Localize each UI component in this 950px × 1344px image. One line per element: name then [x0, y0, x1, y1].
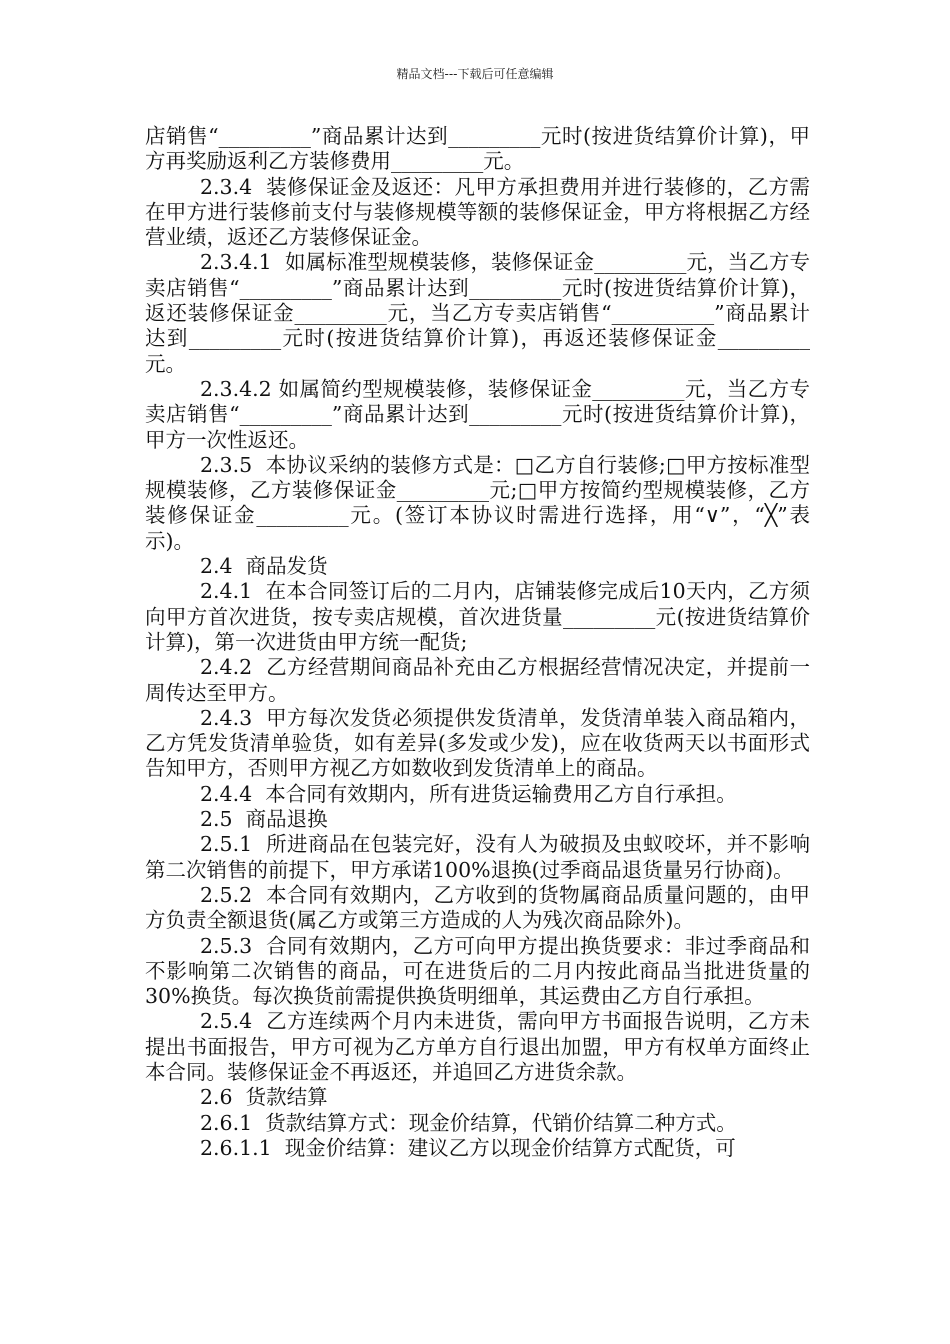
paragraph: 2.5.3 合同有效期内，乙方可向甲方提出换货要求：非过季商品和不影响第二次销售的商品，可在进货后的二月内按此商品当批进货量的30%换货。每次换货前需提供换货明细单，其运费由乙方自行承担。	[145, 933, 810, 1009]
paragraph: 2.4.2 乙方经营期间商品补充由乙方根据经营情况决定，并提前一周传达至甲方。	[145, 655, 810, 705]
section-heading: 2.6 货款结算	[200, 1085, 328, 1110]
paragraph: 2.5.1 所进商品在包装完好，没有人为破损及虫蚁咬坏，并不影响第二次销售的前提下，甲方承诺100%退换(过季商品退货量另行协商)。	[145, 832, 810, 882]
paragraph: 2.3.5 本协议采纳的装修方式是：□乙方自行装修;□甲方按标准型规模装修，乙方装修保证金_________元;□甲方按简约型规模装修，乙方装修保证金_________元。(签订本协议时需进行选择，用“∨”，“╳”表示)。	[145, 452, 810, 553]
paragraph: 店销售“_________”商品累计达到_________元时(按进货结算价计算)，甲方再奖励返利乙方装修费用_________元。	[145, 124, 810, 174]
document-body	[145, 124, 810, 1161]
paragraph: 2.4.4 本合同有效期内，所有进货运输费用乙方自行承担。	[200, 781, 737, 806]
paragraph: 2.4.3 甲方每次发货必须提供发货清单，发货清单装入商品箱内，乙方凭发货清单验货，如有差异(多发或少发)，应在收货两天以书面形式告知甲方，否则甲方视乙方如数收到发货清单上的商品。	[145, 705, 810, 781]
paragraph: 2.5.2 本合同有效期内，乙方收到的货物属商品质量问题的，由甲方负责全额退货(属乙方或第三方造成的人为残次商品除外)。	[145, 882, 810, 933]
paragraph: 2.3.4.2 如属简约型规模装修，装修保证金_________元，当乙方专卖店销售“_________”商品累计达到_________元时(按进货结算价计算)，甲方一次性返还。	[145, 376, 810, 452]
paragraph: 2.6.1.1 现金价结算：建议乙方以现金价结算方式配货，可	[200, 1135, 736, 1160]
page-header: 精品文档---下载后可任意编辑	[396, 67, 554, 81]
paragraph: 2.3.4 装修保证金及返还：凡甲方承担费用并进行装修的，乙方需在甲方进行装修前支付与装修规模等额的装修保证金，甲方将根据乙方经营业绩，返还乙方装修保证金。	[145, 174, 810, 250]
paragraph: 2.3.4.1 如属标准型规模装修，装修保证金_________元，当乙方专卖店销售“_________”商品累计达到_________元时(按进货结算价计算)，返还装修保证金_________元，当乙方专卖店销售“__________”商品累计达到_________元时(按进货结算价计算)，再返还装修保证金_________元。	[145, 250, 810, 376]
paragraph: 2.5.4 乙方连续两个月内未进货，需向甲方书面报告说明，乙方未提出书面报告，甲方可视为乙方单方自行退出加盟，甲方有权单方面终止本合同。装修保证金不再返还，并追回乙方进货余款。	[145, 1009, 810, 1084]
paragraph: 2.6.1 货款结算方式：现金价结算，代销价结算二种方式。	[200, 1110, 737, 1135]
section-heading: 2.4 商品发货	[200, 554, 328, 579]
paragraph: 2.4.1 在本合同签订后的二月内，店铺装修完成后10天内，乙方须向甲方首次进货，按专卖店规模，首次进货量_________元(按进货结算价计算)，第一次进货由甲方统一配货;	[145, 579, 810, 654]
section-heading: 2.5 商品退换	[200, 807, 328, 832]
